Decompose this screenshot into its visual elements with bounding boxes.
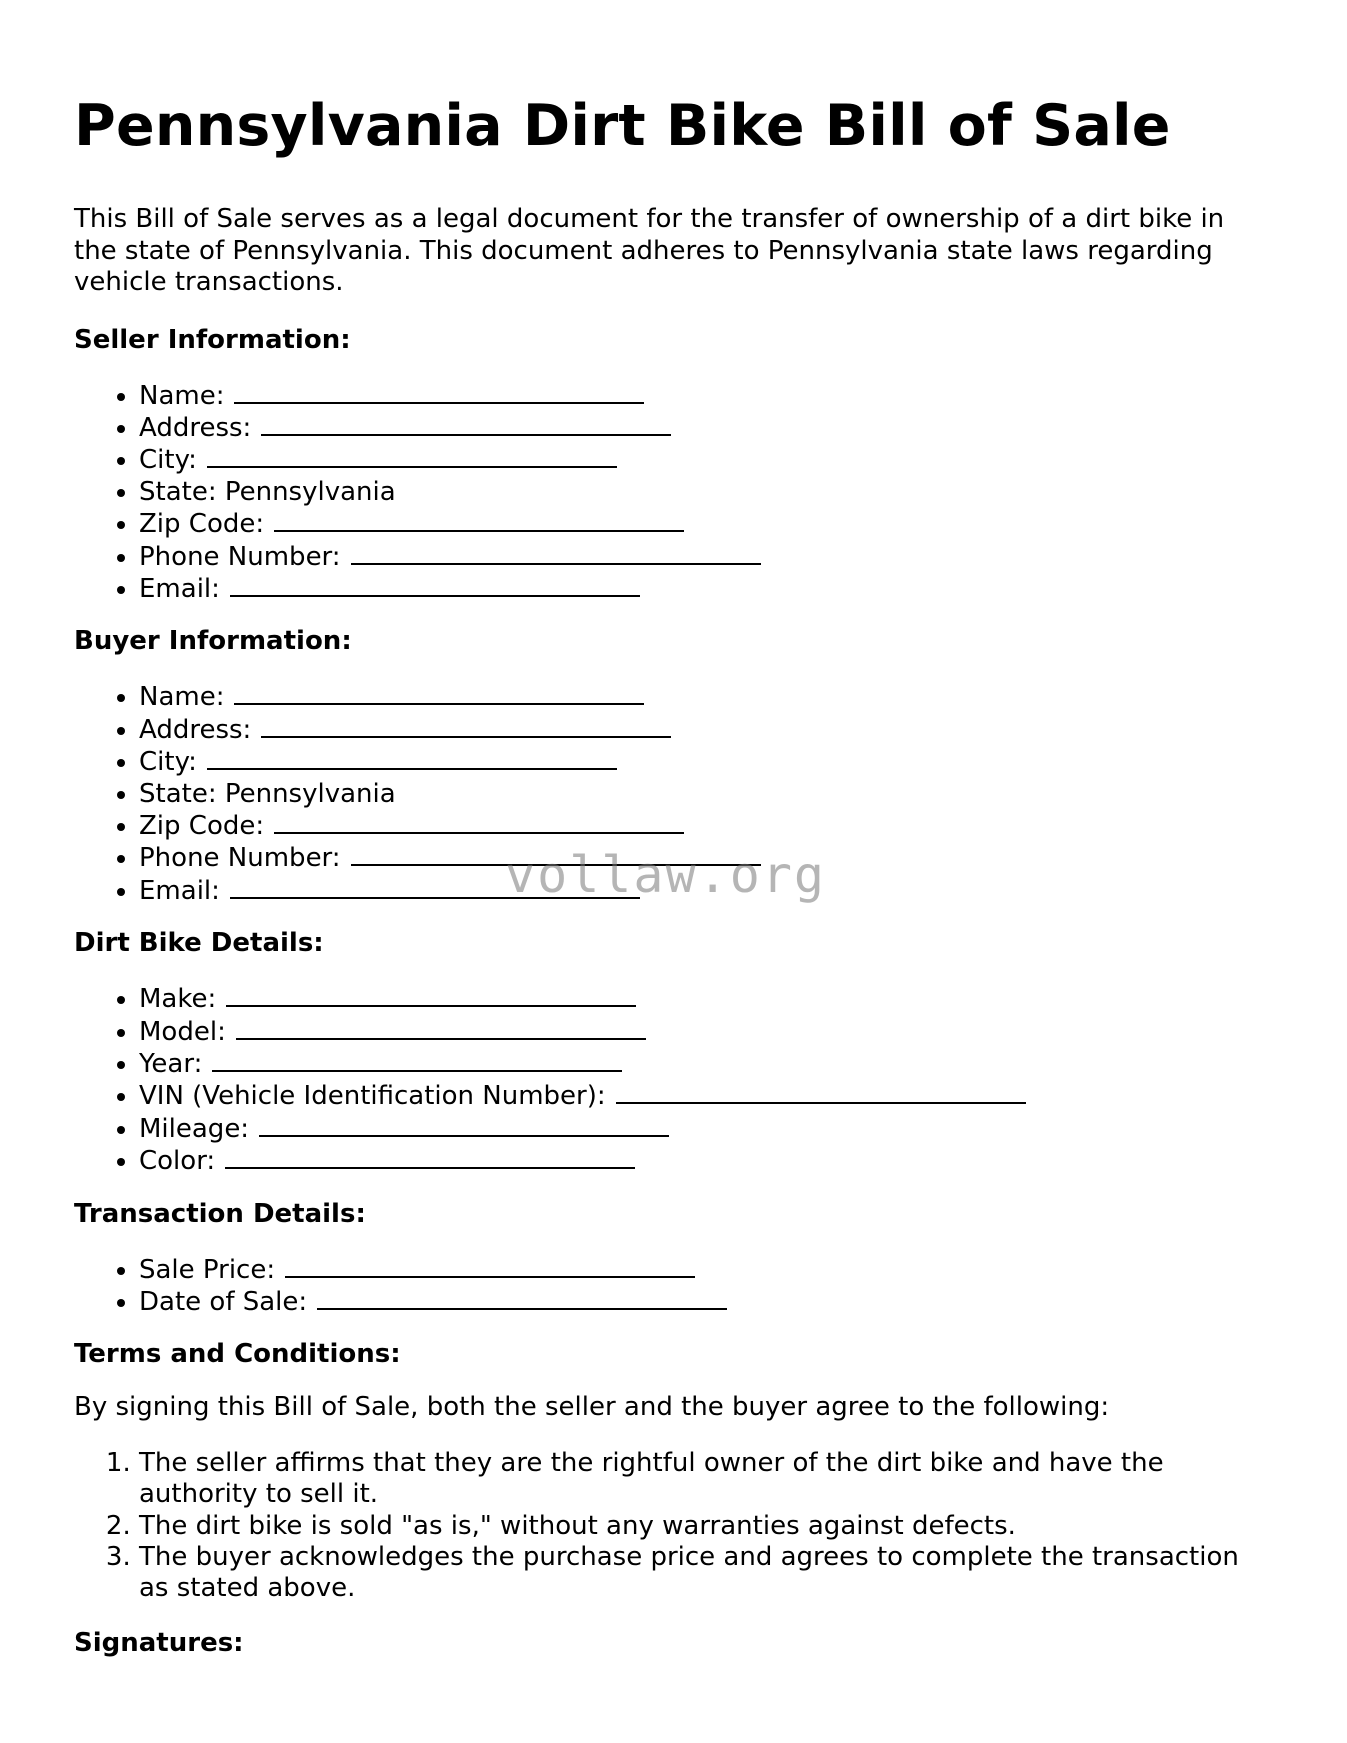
terms-item: 1. The seller affirms that they are the rightful owner of the dirt bike and have the authority to sell it. bbox=[139, 1448, 1274, 1511]
bike-fields bbox=[74, 983, 1274, 1177]
blank-line[interactable] bbox=[236, 1016, 646, 1040]
bike-make-field: • Make: bbox=[139, 983, 1274, 1015]
blank-line[interactable] bbox=[207, 746, 617, 770]
buyer-city-field: • City: bbox=[139, 746, 1274, 778]
blank-line[interactable] bbox=[230, 875, 640, 899]
seller-heading: Seller Information: bbox=[74, 324, 351, 355]
buyer-heading: Buyer Information: bbox=[74, 626, 352, 657]
seller-name-field: • Name: bbox=[139, 380, 1274, 412]
blank-line[interactable] bbox=[230, 573, 640, 597]
blank-line[interactable] bbox=[616, 1080, 1026, 1104]
bike-heading: Dirt Bike Details: bbox=[74, 928, 324, 959]
terms-item: 2. The dirt bike is sold "as is," without any warranties against defects. bbox=[139, 1511, 1274, 1542]
terms-item: 3. The buyer acknowledges the purchase price and agrees to complete the transaction as stated above. bbox=[139, 1542, 1274, 1605]
blank-line[interactable] bbox=[351, 842, 761, 866]
document bbox=[74, 92, 1274, 1659]
watermark: vollaw.org bbox=[505, 846, 827, 904]
blank-line[interactable] bbox=[351, 541, 761, 565]
bike-mileage-field: • Mileage: bbox=[139, 1113, 1274, 1145]
signatures-heading: Signatures: bbox=[74, 1627, 244, 1658]
terms-heading: Terms and Conditions: bbox=[74, 1339, 401, 1370]
blank-line[interactable] bbox=[212, 1048, 622, 1072]
terms-lead: By signing this Bill of Sale, both the seller and the buyer agree to the following: bbox=[74, 1392, 1110, 1423]
buyer-email-field: • Email: bbox=[139, 875, 1274, 907]
blank-line[interactable] bbox=[274, 810, 684, 834]
blank-line[interactable] bbox=[226, 983, 636, 1007]
buyer-state-field: • State: Pennsylvania bbox=[139, 779, 1274, 810]
seller-zip-field: • Zip Code: bbox=[139, 508, 1274, 540]
blank-line[interactable] bbox=[274, 508, 684, 532]
seller-phone-field: • Phone Number: bbox=[139, 541, 1274, 573]
seller-fields bbox=[74, 380, 1274, 606]
blank-line[interactable] bbox=[261, 714, 671, 738]
document-title: Pennsylvania Dirt Bike Bill of Sale bbox=[74, 93, 1171, 159]
blank-line[interactable] bbox=[234, 380, 644, 404]
seller-email-field: • Email: bbox=[139, 573, 1274, 605]
buyer-phone-field: • Phone Number: bbox=[139, 842, 1274, 874]
bike-vin-field: • VIN (Vehicle Identification Number): bbox=[139, 1080, 1274, 1112]
blank-line[interactable] bbox=[317, 1286, 727, 1310]
seller-state-field: • State: Pennsylvania bbox=[139, 477, 1274, 508]
seller-city-field: • City: bbox=[139, 444, 1274, 476]
sale-date-field: • Date of Sale: bbox=[139, 1286, 1274, 1318]
bike-model-field: • Model: bbox=[139, 1016, 1274, 1048]
blank-line[interactable] bbox=[261, 412, 671, 436]
buyer-zip-field: • Zip Code: bbox=[139, 810, 1274, 842]
blank-line[interactable] bbox=[207, 444, 617, 468]
bike-year-field: • Year: bbox=[139, 1048, 1274, 1080]
blank-line[interactable] bbox=[234, 681, 644, 705]
buyer-name-field: • Name: bbox=[139, 681, 1274, 713]
blank-line[interactable] bbox=[259, 1113, 669, 1137]
sale-price-field: • Sale Price: bbox=[139, 1254, 1274, 1286]
intro-paragraph: This Bill of Sale serves as a legal document for the transfer of ownership of a dirt bike in the state of Pennsylvania. This document adheres to Pennsylvania state laws regarding vehicle transactions. bbox=[74, 204, 1225, 297]
blank-line[interactable] bbox=[225, 1145, 635, 1169]
buyer-address-field: • Address: bbox=[139, 714, 1274, 746]
transaction-fields bbox=[74, 1254, 1274, 1319]
bike-color-field: • Color: bbox=[139, 1145, 1274, 1177]
buyer-fields bbox=[74, 681, 1274, 907]
terms-list bbox=[74, 1448, 1274, 1605]
blank-line[interactable] bbox=[285, 1254, 695, 1278]
transaction-heading: Transaction Details: bbox=[74, 1198, 366, 1229]
seller-address-field: • Address: bbox=[139, 412, 1274, 444]
